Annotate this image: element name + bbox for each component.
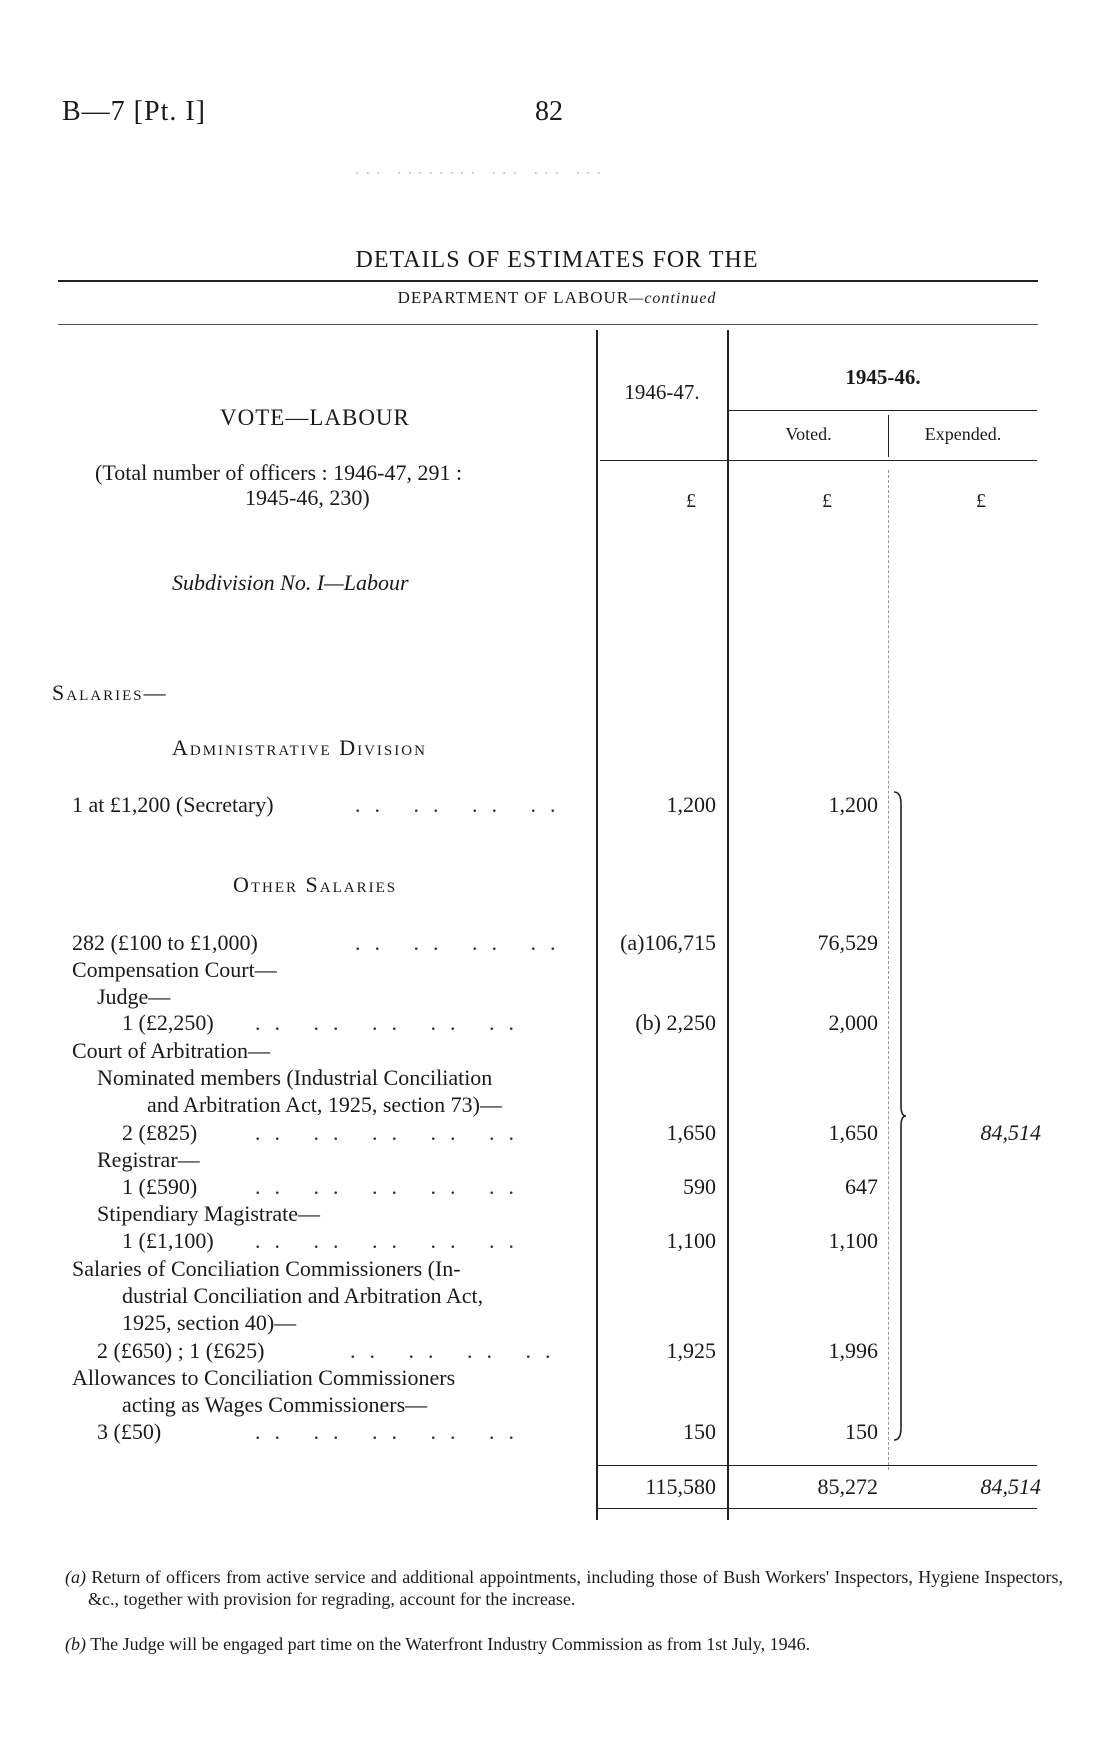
row-label-commissioners-3: 1925, section 40)— xyxy=(122,1310,297,1335)
row-label-magistrate: Stipendiary Magistrate— xyxy=(97,1201,321,1226)
row-label-secretary: 1 at £1,200 (Secretary) xyxy=(72,792,274,817)
row-label-allowances-1: Allowances to Conciliation Commissioners xyxy=(72,1365,456,1390)
row-label-allowances-count: 3 (£50) xyxy=(97,1419,162,1444)
title-rule xyxy=(58,280,1038,282)
col-voted: Voted. xyxy=(785,424,832,444)
row-label-registrar-count: 1 (£590) xyxy=(122,1174,198,1199)
leader-dots: .. .. .. .. .. xyxy=(255,1174,528,1199)
row-voted-secretary: 1,200 xyxy=(828,792,878,817)
row-1946-nominated: 1,650 xyxy=(666,1120,716,1145)
other-salaries-heading: Other Salaries xyxy=(233,872,398,897)
leader-dots: .. .. .. .. xyxy=(350,1338,565,1363)
leader-dots: .. .. .. .. .. xyxy=(255,1419,528,1444)
salaries-heading: Salaries— xyxy=(52,680,168,705)
leader-dots: .. .. .. .. xyxy=(355,930,570,955)
head-rule-currency xyxy=(600,460,1037,461)
row-label-court-arbitration: Court of Arbitration— xyxy=(72,1038,270,1063)
row-1946-secretary: 1,200 xyxy=(666,792,716,817)
row-label-compensation-court: Compensation Court— xyxy=(72,957,277,982)
row-label-nominated-1: Nominated members (Industrial Conciliation xyxy=(97,1065,493,1090)
right-brace-icon xyxy=(893,790,907,1442)
row-label-nominated-2: and Arbitration Act, 1925, section 73)— xyxy=(147,1092,502,1117)
leader-dots: .. .. .. .. .. xyxy=(255,1120,528,1145)
col-rule-2 xyxy=(727,330,729,1520)
currency-1946: £ xyxy=(686,490,696,512)
row-label-nominated-count: 2 (£825) xyxy=(122,1120,198,1145)
row-label-allowances-2: acting as Wages Commissioners— xyxy=(122,1392,428,1417)
footnote-label: (b) xyxy=(65,1634,86,1654)
currency-expended: £ xyxy=(976,490,986,512)
currency-voted: £ xyxy=(822,490,832,512)
row-label-registrar: Registrar— xyxy=(97,1147,200,1172)
row-voted-magistrate: 1,100 xyxy=(828,1228,878,1253)
row-1946-commissioners: 1,925 xyxy=(666,1338,716,1363)
row-voted-judge: 2,000 xyxy=(828,1010,878,1035)
head-rule-1945 xyxy=(727,410,1037,411)
officers-line-1: (Total number of officers : 1946-47, 291 : xyxy=(95,460,463,485)
total-rule-top xyxy=(596,1465,1037,1466)
row-voted-registrar: 647 xyxy=(845,1174,878,1199)
expended-bracket-value: 84,514 xyxy=(980,1120,1041,1145)
row-label-commissioners-count: 2 (£650) ; 1 (£625) xyxy=(97,1338,265,1363)
row-label-commissioners-2: dustrial Conciliation and Arbitration Act, xyxy=(122,1283,484,1308)
row-voted-allowances: 150 xyxy=(845,1419,878,1444)
row-label-commissioners-1: Salaries of Conciliation Commissioners (In- xyxy=(72,1256,461,1281)
footnote-text: Return of officers from active service and additional appointments, including those of Bush Workers' Inspectors, Hygiene Inspectors, &c., together with provision for regrading, account for the increase. xyxy=(88,1567,1064,1609)
officers-line-2: 1945-46, 230) xyxy=(245,485,370,510)
total-voted: 85,272 xyxy=(817,1474,878,1499)
row-label-judge: Judge— xyxy=(97,984,171,1009)
col-rule-1 xyxy=(596,330,598,1520)
leader-dots: .. .. .. .. .. xyxy=(255,1010,528,1035)
row-1946-allowances: 150 xyxy=(683,1419,716,1444)
vote-title: VOTE—LABOUR xyxy=(220,405,410,430)
page-title: DETAILS OF ESTIMATES FOR THE xyxy=(355,247,759,273)
row-voted-commissioners: 1,996 xyxy=(828,1338,878,1363)
row-label-282: 282 (£100 to £1,000) xyxy=(72,930,258,955)
col-rule-3-dashed xyxy=(888,470,889,1470)
leader-dots: .. .. .. .. .. xyxy=(255,1228,528,1253)
row-1946-282: (a)106,715 xyxy=(620,930,716,955)
leader-dots: .. .. .. .. xyxy=(355,792,570,817)
row-label-magistrate-count: 1 (£1,100) xyxy=(122,1228,214,1253)
total-expended: 84,514 xyxy=(980,1474,1041,1499)
faint-stamp: ... ........ ... ... ... xyxy=(355,158,607,178)
subdivision-heading: Subdivision No. I—Labour xyxy=(172,570,409,595)
admin-division-heading: Administrative Division xyxy=(172,735,427,760)
row-voted-282: 76,529 xyxy=(817,930,878,955)
row-label-judge-count: 1 (£2,250) xyxy=(122,1010,214,1035)
page-number: 82 xyxy=(535,96,563,127)
row-1946-magistrate: 1,100 xyxy=(666,1228,716,1253)
footnote-text: The Judge will be engaged part time on the Waterfront Industry Commission as from 1st July, 1946. xyxy=(90,1634,811,1654)
col-expended: Expended. xyxy=(924,424,1002,444)
footnote-a xyxy=(65,1566,1063,1610)
total-rule-bottom xyxy=(596,1508,1037,1509)
footnote-label: (a) xyxy=(65,1567,86,1587)
row-1946-judge: (b) 2,250 xyxy=(635,1010,716,1035)
page-subtitle: DEPARTMENT OF LABOUR—continued xyxy=(397,288,717,307)
row-voted-nominated: 1,650 xyxy=(828,1120,878,1145)
document-reference: B—7 [Pt. I] xyxy=(62,96,206,127)
col-1945-46: 1945-46. xyxy=(845,365,921,389)
subtitle-rule xyxy=(58,324,1038,325)
col-1946-47: 1946-47. xyxy=(624,380,700,404)
row-1946-registrar: 590 xyxy=(683,1174,716,1199)
total-1946-47: 115,580 xyxy=(645,1474,716,1499)
footnote-b xyxy=(65,1633,1063,1655)
